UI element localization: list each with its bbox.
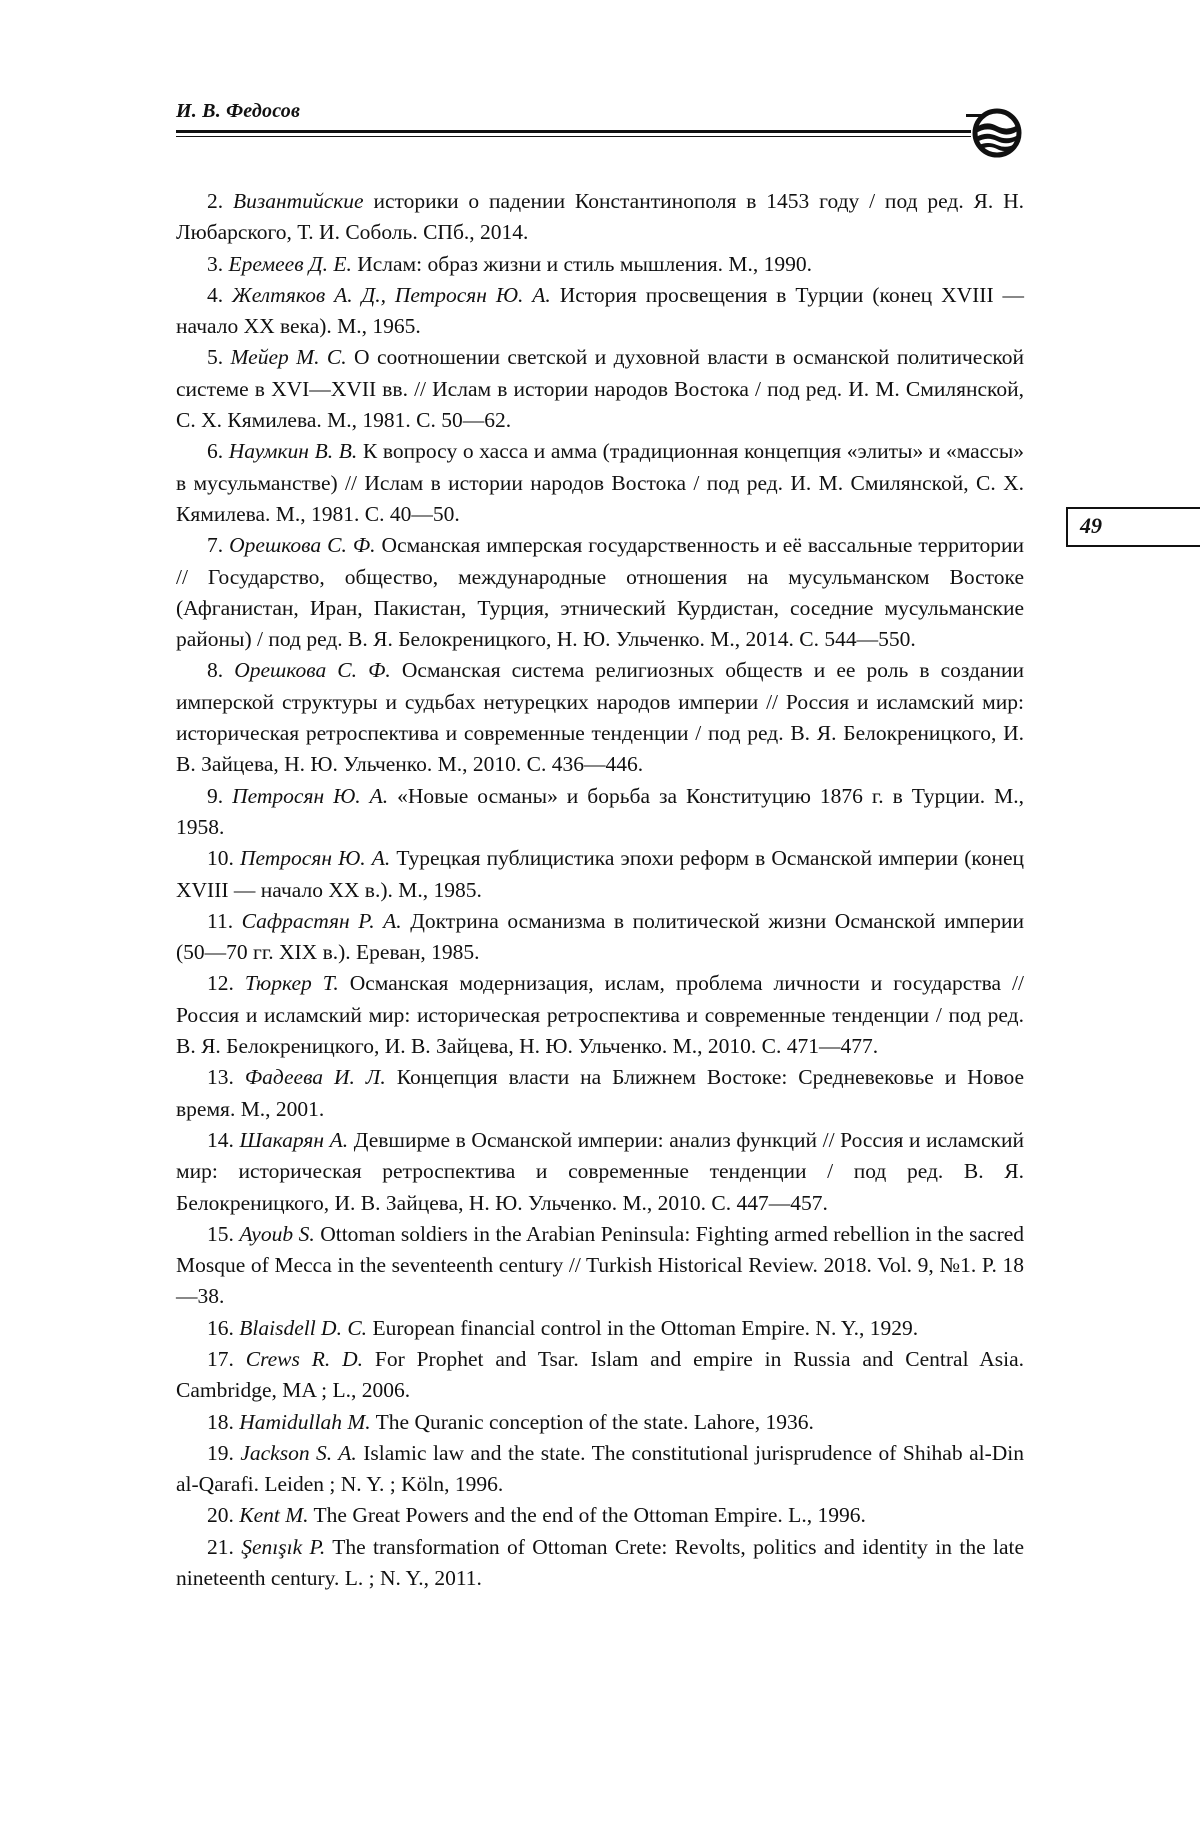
list-item: 12. Тюркер Т. Османская модернизация, ислам, проблема личности и государства // Россия и исламский мир: историческая ретроспектива и современные тенденции / под ред. В. Я. Белокреницкого, И. В. Зайцева, Н. Ю. Ульченко. М., 2010. С. 471—477. [176, 971, 1025, 1059]
list-item: 19. Jackson S. A. Islamic law and the state. The constitutional jurisprudence of Shihab al-Din al-Qarafi. Leiden ; N. Y. ; Köln, 1996. [176, 1440, 1024, 1497]
page-number: 49 [1080, 513, 1102, 538]
list-item: 9. Петросян Ю. А. «Новые османы» и борьба за Конституцию 1876 г. в Турции. М., 1958. [176, 783, 1025, 839]
list-item: 7. Орешкова С. Ф. Османская имперская государственность и её вассальные территории // Государство, общество, международные отношения на мусульманском Востоке (Афганистан, Иран, Пакистан, Турция, этнический Курдистан, соседние мусульманские районы) / под ред. В. Я. Белокреницкого, Н. Ю. Ульченко. М., 2014. С. 544—550. [176, 533, 1024, 652]
reference-list [176, 186, 1024, 1594]
header-rule [176, 130, 971, 133]
list-item: 6. Наумкин В. В. К вопросу о хасса и амма (традиционная концепция «элиты» и «массы» в мусульманстве) // Ислам в истории народов Востока / под ред. И. М. Смилянской, С. Х. Кямилева. М., 1981. С. 40—50. [176, 439, 1025, 526]
list-item: 21. Şenışık P. The transformation of Ottoman Crete: Revolts, politics and identity in the late nineteenth century. L. ; N. Y., 2011. [176, 1534, 1025, 1591]
running-title: И. В. Федосов [176, 100, 301, 122]
list-item: 14. Шакарян А. Девширме в Османской империи: анализ функций // Россия и исламский мир: историческая ретроспектива и современные тенденции / под ред. В. Я. Белокреницкого, И. В. Зайцева, Н. Ю. Ульченко. М., 2010. С. 447—457. [176, 1127, 1024, 1215]
list-item: 3. Еремеев Д. Е. Ислам: образ жизни и стиль мышления. М., 1990. [207, 251, 812, 276]
list-item: 16. Blaisdell D. C. European financial control in the Ottoman Empire. N. Y., 1929. [207, 1315, 919, 1340]
list-item: 11. Сафрастян Р. А. Доктрина османизма в политической жизни Османской империи (50—70 гг. XIX в.). Ереван, 1985. [176, 908, 1025, 965]
list-item: 5. Мейер М. С. О соотношении светской и духовной власти в османской политической системе в XVI—XVII вв. // Ислам в истории народов Востока / под ред. И. М. Смилянской, С. Х. Кямилева. М., 1981. С. 50—62. [176, 345, 1024, 433]
list-item: 4. Желтяков А. Д., Петросян Ю. А. История просвещения в Турции (конец XVIII — начало XX века). М., 1965. [176, 282, 1025, 339]
list-item: 18. Hamidullah M. The Quranic conception of the state. Lahore, 1936. [207, 1409, 814, 1434]
list-item: 8. Орешкова С. Ф. Османская система религиозных обществ и ее роль в создании имперской структуры и судьбах нетурецких народов империи // Россия и исламский мир: историческая ретроспектива и современные тенденции / под ред. В. Я. Белокреницкого, И. В. Зайцева, Н. Ю. Ульченко. М., 2010. С. 436—446. [176, 658, 1025, 777]
list-item: 20. Kent M. The Great Powers and the end of the Ottoman Empire. L., 1996. [207, 1503, 866, 1528]
list-item: 13. Фадеева И. Л. Концепция власти на Ближнем Востоке: Средневековье и Новое время. М., 2001. [176, 1065, 1025, 1121]
list-item: 15. Ayoub S. Ottoman soldiers in the Arabian Peninsula: Fighting armed rebellion in the sacred Mosque of Mecca in the seventeenth century // Turkish Historical Review. 2018. Vol. 9, №1. P. 18—38. [176, 1221, 1025, 1309]
list-item: 10. Петросян Ю. А. Турецкая публицистика эпохи реформ в Османской империи (конец XVIII — начало XX в.). М., 1985. [176, 846, 1025, 902]
list-item: 2. Византийские историки о падении Константинополя в 1453 году / под ред. Я. Н. Любарского, Т. И. Соболь. СПб., 2014. [176, 189, 1025, 245]
wave-emblem-icon [966, 104, 1028, 162]
list-item: 17. Crews R. D. For Prophet and Tsar. Islam and empire in Russia and Central Asia. Cambridge, MA ; L., 2006. [176, 1346, 1025, 1403]
header-rule-thin [176, 136, 971, 137]
